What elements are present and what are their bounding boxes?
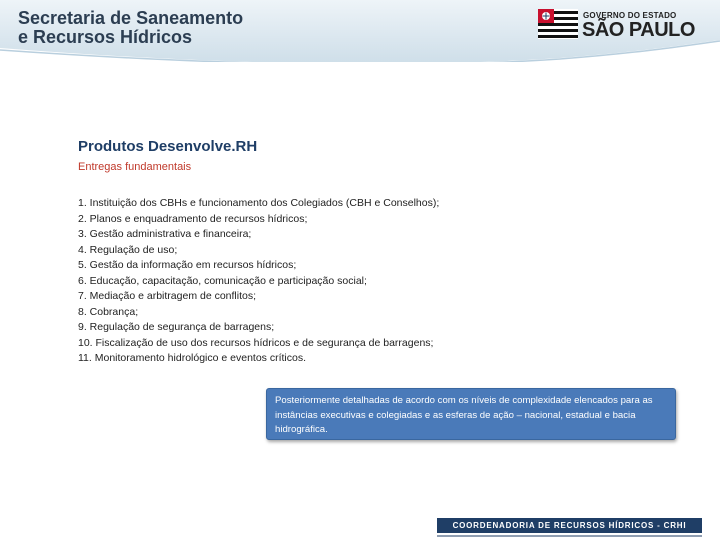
- organization-title-line-2: e Recursos Hídricos: [18, 27, 193, 47]
- government-label: GOVERNO DO ESTADO: [583, 11, 677, 20]
- organization-title: [18, 9, 278, 47]
- header-banner: [0, 0, 720, 62]
- list-item: 7. Mediação e arbitragem de conflitos;: [78, 290, 257, 302]
- government-logo: [538, 9, 695, 43]
- list-item: 4. Regulação de uso;: [78, 243, 178, 256]
- footer-underline: [437, 535, 702, 537]
- page-title: Produtos Desenvolve.RH: [78, 138, 258, 155]
- list-item: 1. Instituição dos CBHs e funcionamento dos Colegiados (CBH e Conselhos);: [78, 197, 440, 209]
- list-item: 9. Regulação de segurança de barragens;: [78, 321, 275, 333]
- state-name: SÃO PAULO: [582, 19, 695, 41]
- footer-text: COORDENADORIA DE RECURSOS HÍDRICOS - CRHI: [452, 521, 687, 530]
- list-item: 2. Planos e enquadramento de recursos hídricos;: [78, 212, 308, 225]
- list-item: 3. Gestão administrativa e financeira;: [78, 228, 252, 240]
- deliverables-list: [78, 196, 498, 367]
- page-subtitle: Entregas fundamentais: [78, 161, 192, 173]
- footer-bar: [437, 518, 702, 533]
- list-item: 6. Educação, capacitação, comunicação e participação social;: [78, 274, 367, 287]
- note-text: Posteriormente detalhadas de acordo com os níveis de complexidade elencados para as instâncias executivas e colegiadas e as esferas de ação – nacional, estadual e bacia hidrográfica.: [275, 395, 653, 435]
- sao-paulo-flag-icon: [538, 9, 578, 39]
- list-item: 11. Monitoramento hidrológico e eventos críticos.: [78, 352, 307, 364]
- organization-title-line-1: Secretaria de Saneamento: [18, 8, 244, 28]
- list-item: 5. Gestão da informação em recursos hídricos;: [78, 259, 297, 271]
- list-item: 10. Fiscalização de uso dos recursos hídricos e de segurança de barragens;: [78, 336, 434, 349]
- list-item: 8. Cobrança;: [78, 305, 139, 318]
- note-callout-box: [266, 388, 676, 440]
